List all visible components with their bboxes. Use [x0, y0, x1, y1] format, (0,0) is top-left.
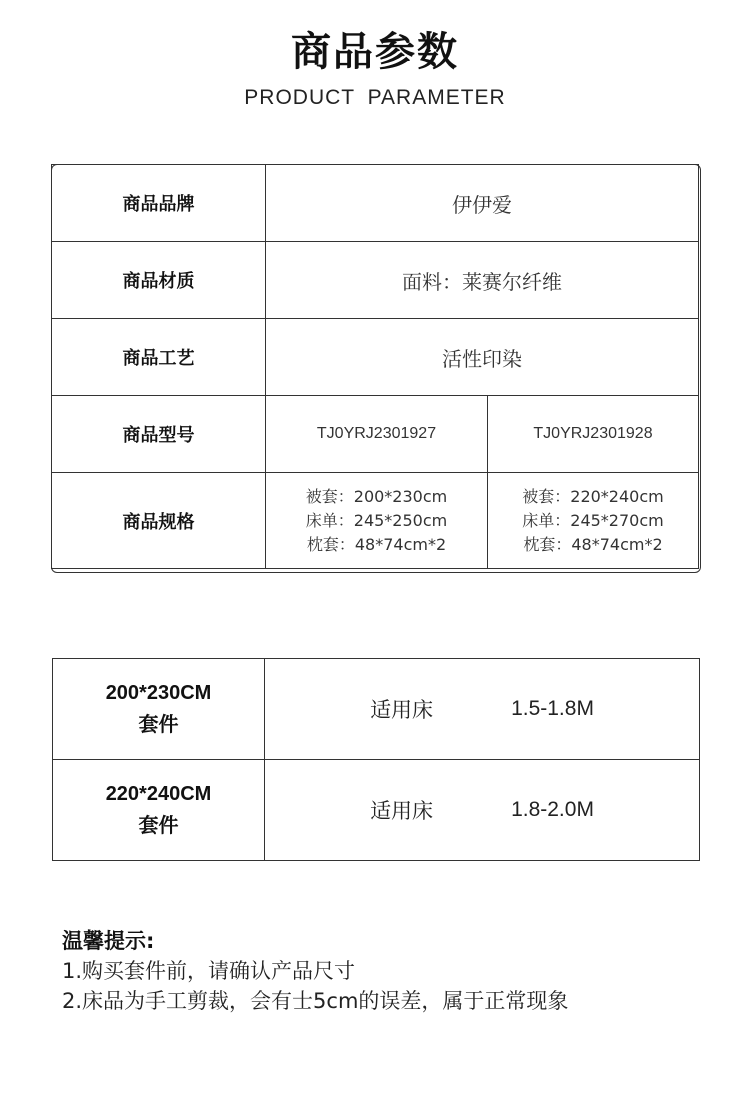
bed-fit-label: 适用床: [370, 698, 434, 722]
table-row: [52, 242, 699, 319]
table-row: [52, 473, 699, 569]
bed-set: 套件: [138, 714, 179, 736]
spec-line: 被套：200*230cm: [305, 486, 448, 506]
spec-column-2: [488, 473, 699, 569]
bed-size-cell: [53, 659, 265, 760]
spec-line: 枕套：48*74cm*2: [523, 534, 663, 554]
craft-label: 商品工艺: [52, 319, 266, 396]
model-value-1: TJ0YRJ2301927: [266, 396, 488, 473]
spec-line: 被套：220*240cm: [522, 486, 664, 506]
tip-line: 2.床品为手工剪裁，会有士5cm的误差，属于正常现象: [62, 989, 569, 1013]
spec-line: 床单：245*270cm: [522, 510, 664, 530]
brand-value: 伊伊爱: [266, 165, 699, 242]
bed-fit-range: 1.8-2.0M: [511, 798, 594, 821]
page-title: 商品参数: [291, 29, 459, 75]
bed-size-table: [52, 658, 700, 861]
table-row: [52, 319, 699, 396]
table-row: [53, 760, 700, 861]
craft-value: 活性印染: [266, 319, 699, 396]
table-row: [53, 659, 700, 760]
table-row: [52, 396, 699, 473]
bed-set: 套件: [138, 815, 179, 837]
material-value: 面料：莱赛尔纤维: [266, 242, 699, 319]
spec-column-1: [266, 473, 488, 569]
bed-size: 200*230CM: [105, 682, 212, 704]
tips-section: [62, 926, 568, 1016]
bed-fit-range: 1.5-1.8M: [511, 697, 594, 720]
bed-size: 220*240CM: [105, 783, 212, 805]
bed-fit-cell: [265, 760, 700, 861]
brand-label: 商品品牌: [52, 165, 266, 242]
spec-line: 床单：245*250cm: [305, 510, 448, 530]
tip-line: 1.购买套件前，请确认产品尺寸: [62, 959, 356, 983]
spec-line: 枕套：48*74cm*2: [306, 534, 447, 554]
model-label: 商品型号: [52, 396, 266, 473]
material-label: 商品材质: [52, 242, 266, 319]
bed-fit-cell: [265, 659, 700, 760]
tips-title: 温馨提示:: [62, 929, 155, 953]
table-row: [52, 165, 699, 242]
bed-fit-label: 适用床: [370, 799, 434, 823]
spec-label: 商品规格: [52, 473, 266, 569]
bed-size-cell: [53, 760, 265, 861]
page-subtitle: PRODUCT PARAMETER: [244, 86, 506, 109]
parameter-table: [51, 164, 699, 569]
model-value-2: TJ0YRJ2301928: [488, 396, 699, 473]
